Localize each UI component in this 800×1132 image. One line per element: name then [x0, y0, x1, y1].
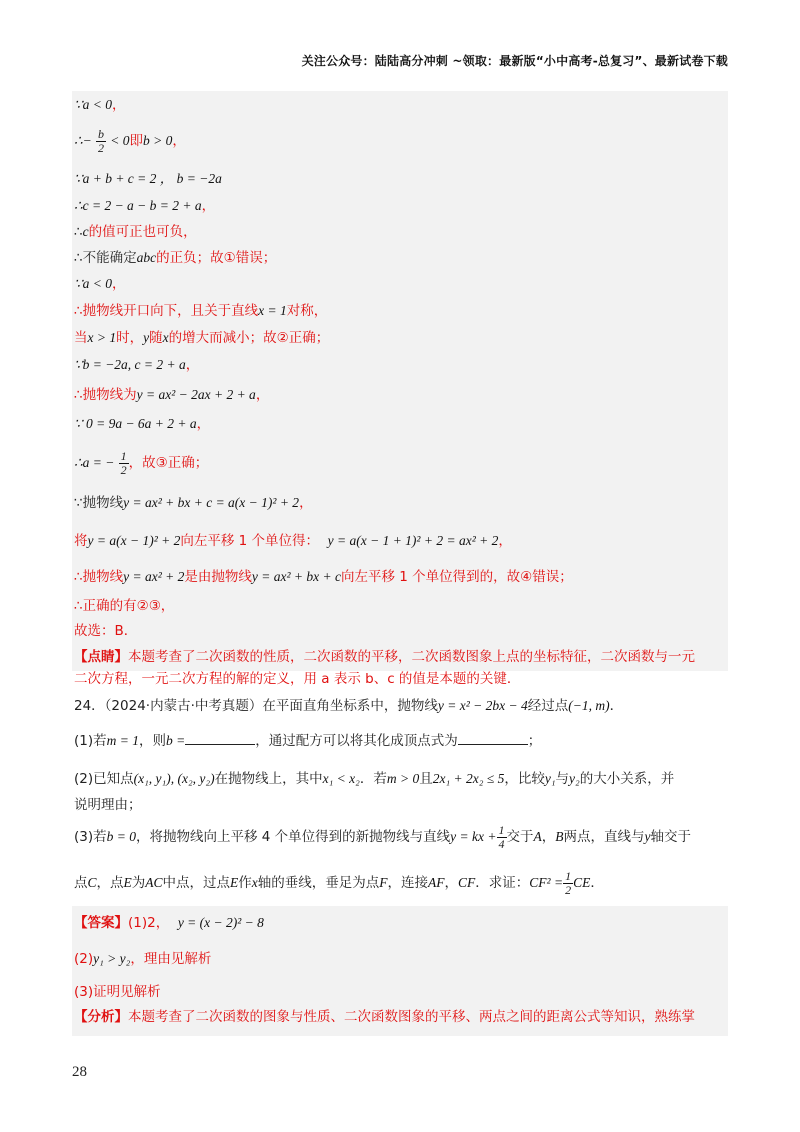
punct: ， — [541, 829, 556, 845]
solution-line — [74, 568, 728, 586]
text: ，理由见解析 — [130, 951, 212, 967]
text: ∴ — [74, 224, 83, 240]
text: 24．（2024·内蒙古·中考真题）在平面直角坐标系中，抛物线 — [74, 698, 438, 714]
solution-line: ∴正确的有②③， — [74, 598, 175, 614]
solution-line — [74, 170, 728, 188]
solution-line — [74, 532, 728, 550]
solution-line: 故选：B． — [74, 623, 138, 639]
question-part-2 — [74, 766, 728, 818]
question-title — [74, 697, 728, 715]
text: ，连接 — [387, 875, 429, 891]
math-expr: y₂ — [569, 771, 580, 786]
text: (1)若 — [74, 733, 107, 749]
text: (3)若 — [74, 829, 107, 845]
text: 为 — [131, 875, 146, 891]
text: ，则 — [138, 733, 166, 749]
question-part-3-cont — [74, 868, 728, 898]
math-expr: CF² = — [529, 875, 564, 890]
solution-line — [74, 249, 728, 267]
math-expr: x > 1 — [87, 330, 117, 345]
math-expr: y = x² − 2bx − 4 — [437, 698, 528, 713]
text: 两点，直线与 — [563, 829, 645, 845]
math-expr: m = 1 — [106, 733, 139, 748]
text: ∴抛物线开口向下，且关于直线 — [74, 303, 259, 319]
text: 与 — [555, 771, 570, 787]
page-header: 关注公众号：陆陆高分冲刺 ~领取：最新版“小中高考-总复习”、最新试卷下载 — [301, 54, 728, 68]
text: ，将抛物线向上平移 4 个单位得到的新抛物线与直线 — [136, 829, 451, 845]
text: ∵抛物线 — [74, 495, 124, 511]
text: 将 — [74, 533, 88, 549]
punct: ， — [255, 387, 270, 403]
text: ，点 — [96, 875, 124, 891]
math-expr: y — [644, 829, 651, 844]
text: 对称， — [286, 303, 328, 319]
math-expr: AC — [145, 875, 163, 890]
text: 作 — [238, 875, 252, 891]
fraction: $\frac{1}{2}$ — [565, 868, 572, 897]
analysis-tag: 【分析】 — [74, 1009, 128, 1025]
question-part-3 — [74, 822, 728, 852]
text: 的增大而减小；故②正确； — [168, 330, 330, 346]
math-expr: x = 1 — [258, 303, 287, 318]
page-number: 28 — [72, 1064, 87, 1080]
text: 是由抛物线 — [184, 569, 252, 585]
punct: ， — [172, 133, 186, 149]
math-expr: y₁ > y₂ — [93, 951, 131, 966]
text: 当 — [74, 330, 88, 346]
text: 的正负；故①错误； — [156, 250, 277, 266]
math-expr: b = — [165, 733, 186, 748]
text: 向左平移 1 个单位得： — [180, 533, 320, 549]
text: ，比较 — [504, 771, 545, 787]
math-expr: E — [123, 875, 132, 890]
math-expr: y = a(x − 1)² + 2 — [87, 533, 181, 548]
math-expr: x — [162, 330, 169, 345]
text: 轴的垂线，垂足为点 — [257, 875, 380, 891]
solution-line — [74, 126, 728, 156]
punct: ． — [590, 875, 604, 891]
answer-blank — [185, 732, 255, 745]
punct: ； — [527, 733, 542, 749]
math-expr: E — [230, 875, 239, 890]
text: ∴不能确定 — [74, 250, 137, 266]
text: 的大小关系，并 — [579, 771, 675, 787]
text: 点 — [74, 875, 88, 891]
text: (1)2， — [128, 915, 170, 931]
text: 随 — [149, 330, 163, 346]
math-expr: abc — [136, 250, 157, 265]
text: 向左平移 1 个单位得到的，故④错误； — [340, 569, 573, 585]
text: 时， — [116, 330, 144, 346]
text: 说明理由； — [74, 797, 142, 813]
fraction: $\frac{1}{2}$ — [120, 448, 127, 477]
text: 在抛物线上，其中 — [214, 771, 323, 787]
text: 轴交于 — [650, 829, 691, 845]
math-expr: c — [82, 224, 89, 239]
solution-line — [74, 448, 728, 478]
math-expr: y = kx + — [450, 829, 497, 844]
math-expr: ∴c = 2 − a − b = 2 + a — [74, 198, 202, 213]
math-expr: AF — [428, 875, 445, 890]
solution-line — [74, 223, 728, 241]
solution-line — [74, 197, 728, 215]
answer-line: (3)证明见解析 — [74, 984, 161, 1000]
math-expr: x — [251, 875, 258, 890]
math-expr: ∵ 0 = 9a − 6a + 2 + a — [74, 416, 197, 431]
math-expr: ∵a < 0 — [74, 276, 112, 291]
solution-line — [74, 302, 728, 320]
text: ．求证： — [475, 875, 530, 891]
math-expr: b = 0 — [106, 829, 136, 844]
solution-line — [74, 275, 728, 293]
math-expr: ∵a + b + c = 2 ， b = −2a — [74, 171, 222, 186]
math-expr: ∵b = −2a, c = 2 + a — [74, 357, 186, 372]
answer-tag: 【答案】 — [74, 915, 128, 931]
text: ，故③正确； — [128, 455, 209, 471]
comment-block — [74, 646, 728, 690]
text: 交于 — [506, 829, 534, 845]
math-expr: B — [555, 829, 564, 844]
math-expr: y = ax² − 2ax + 2 + a — [136, 387, 256, 402]
analysis-text: 本题考查了二次函数的图象与性质、二次函数图象的平移、两点之间的距离公式等知识，熟练掌 — [128, 1009, 695, 1025]
math-expr: y₁ — [544, 771, 556, 786]
text: ∴抛物线 — [74, 569, 124, 585]
punct: ， — [201, 198, 216, 214]
solution-line — [74, 329, 728, 347]
punct: ， — [498, 533, 512, 549]
text: (2)已知点 — [74, 771, 134, 787]
math-expr: A — [533, 829, 542, 844]
math-expr: y — [143, 330, 150, 345]
text: 的值可正也可负， — [88, 224, 197, 240]
punct: ． — [609, 698, 624, 714]
text: ，通过配方可以将其化成顶点式为 — [255, 733, 458, 749]
math-expr: ∴a = − — [74, 455, 115, 470]
math-expr: y = ax² + bx + c — [251, 569, 341, 584]
solution-line — [74, 386, 728, 404]
math-expr: y = ax² + 2 — [123, 569, 185, 584]
punct: ， — [196, 416, 211, 432]
math-expr: y = ax² + bx + c = a(x − 1)² + 2 — [123, 495, 300, 510]
math-expr: F — [379, 875, 388, 890]
answer-blank — [458, 732, 528, 745]
math-expr: (x₁, y₁), (x₂, y₂) — [133, 771, 215, 786]
math-expr: x₁ < x₂ — [322, 771, 360, 786]
fraction: $\frac{1}{4}$ — [498, 822, 505, 851]
text: 经过点 — [527, 698, 569, 714]
fraction: $\frac{b}{2}$ — [98, 126, 104, 155]
punct: ， — [299, 495, 313, 511]
math-expr: m > 0 — [386, 771, 420, 786]
question-part-1 — [74, 732, 728, 750]
answer-line — [74, 914, 728, 932]
comment-tag: 【点睛】 — [74, 649, 128, 665]
text: 且 — [419, 771, 433, 787]
math-expr: < 0 — [110, 133, 130, 148]
math-expr: 2x₁ + 2x₂ ≤ 5 — [432, 771, 505, 786]
punct: ， — [111, 97, 126, 113]
math-expr: (−1, m) — [568, 698, 610, 713]
answer-line — [74, 950, 728, 968]
solution-line — [74, 356, 728, 374]
punct: ， — [185, 357, 200, 373]
math-expr: y = (x − 2)² − 8 — [177, 915, 264, 930]
comment-text: 本题考查了二次函数的性质，二次函数的平移，二次函数图象上点的坐标特征，二次函数与一元 — [128, 649, 695, 665]
text: 即 — [129, 133, 144, 149]
math-expr: C — [87, 875, 97, 890]
punct: ， — [111, 276, 126, 292]
text: (2) — [74, 951, 94, 967]
solution-line — [74, 96, 728, 114]
math-expr: y = a(x − 1 + 1)² + 2 = ax² + 2 — [327, 533, 499, 548]
solution-line — [74, 494, 728, 512]
math-expr: CE — [573, 875, 591, 890]
math-expr: CF — [458, 875, 476, 890]
comment-text: 二次方程，一元二次方程的解的定义，用 a 表示 b、c 的值是本题的关键． — [74, 671, 521, 687]
text: ∴抛物线为 — [74, 387, 137, 403]
math-expr: b > 0 — [143, 133, 173, 148]
analysis-line — [74, 1008, 728, 1026]
punct: ， — [444, 875, 459, 891]
text: 中点，过点 — [162, 875, 231, 891]
solution-line — [74, 415, 728, 433]
text: ．若 — [359, 771, 387, 787]
math-expr: ∴− — [74, 133, 92, 148]
math-expr: ∵a < 0 — [74, 97, 112, 112]
